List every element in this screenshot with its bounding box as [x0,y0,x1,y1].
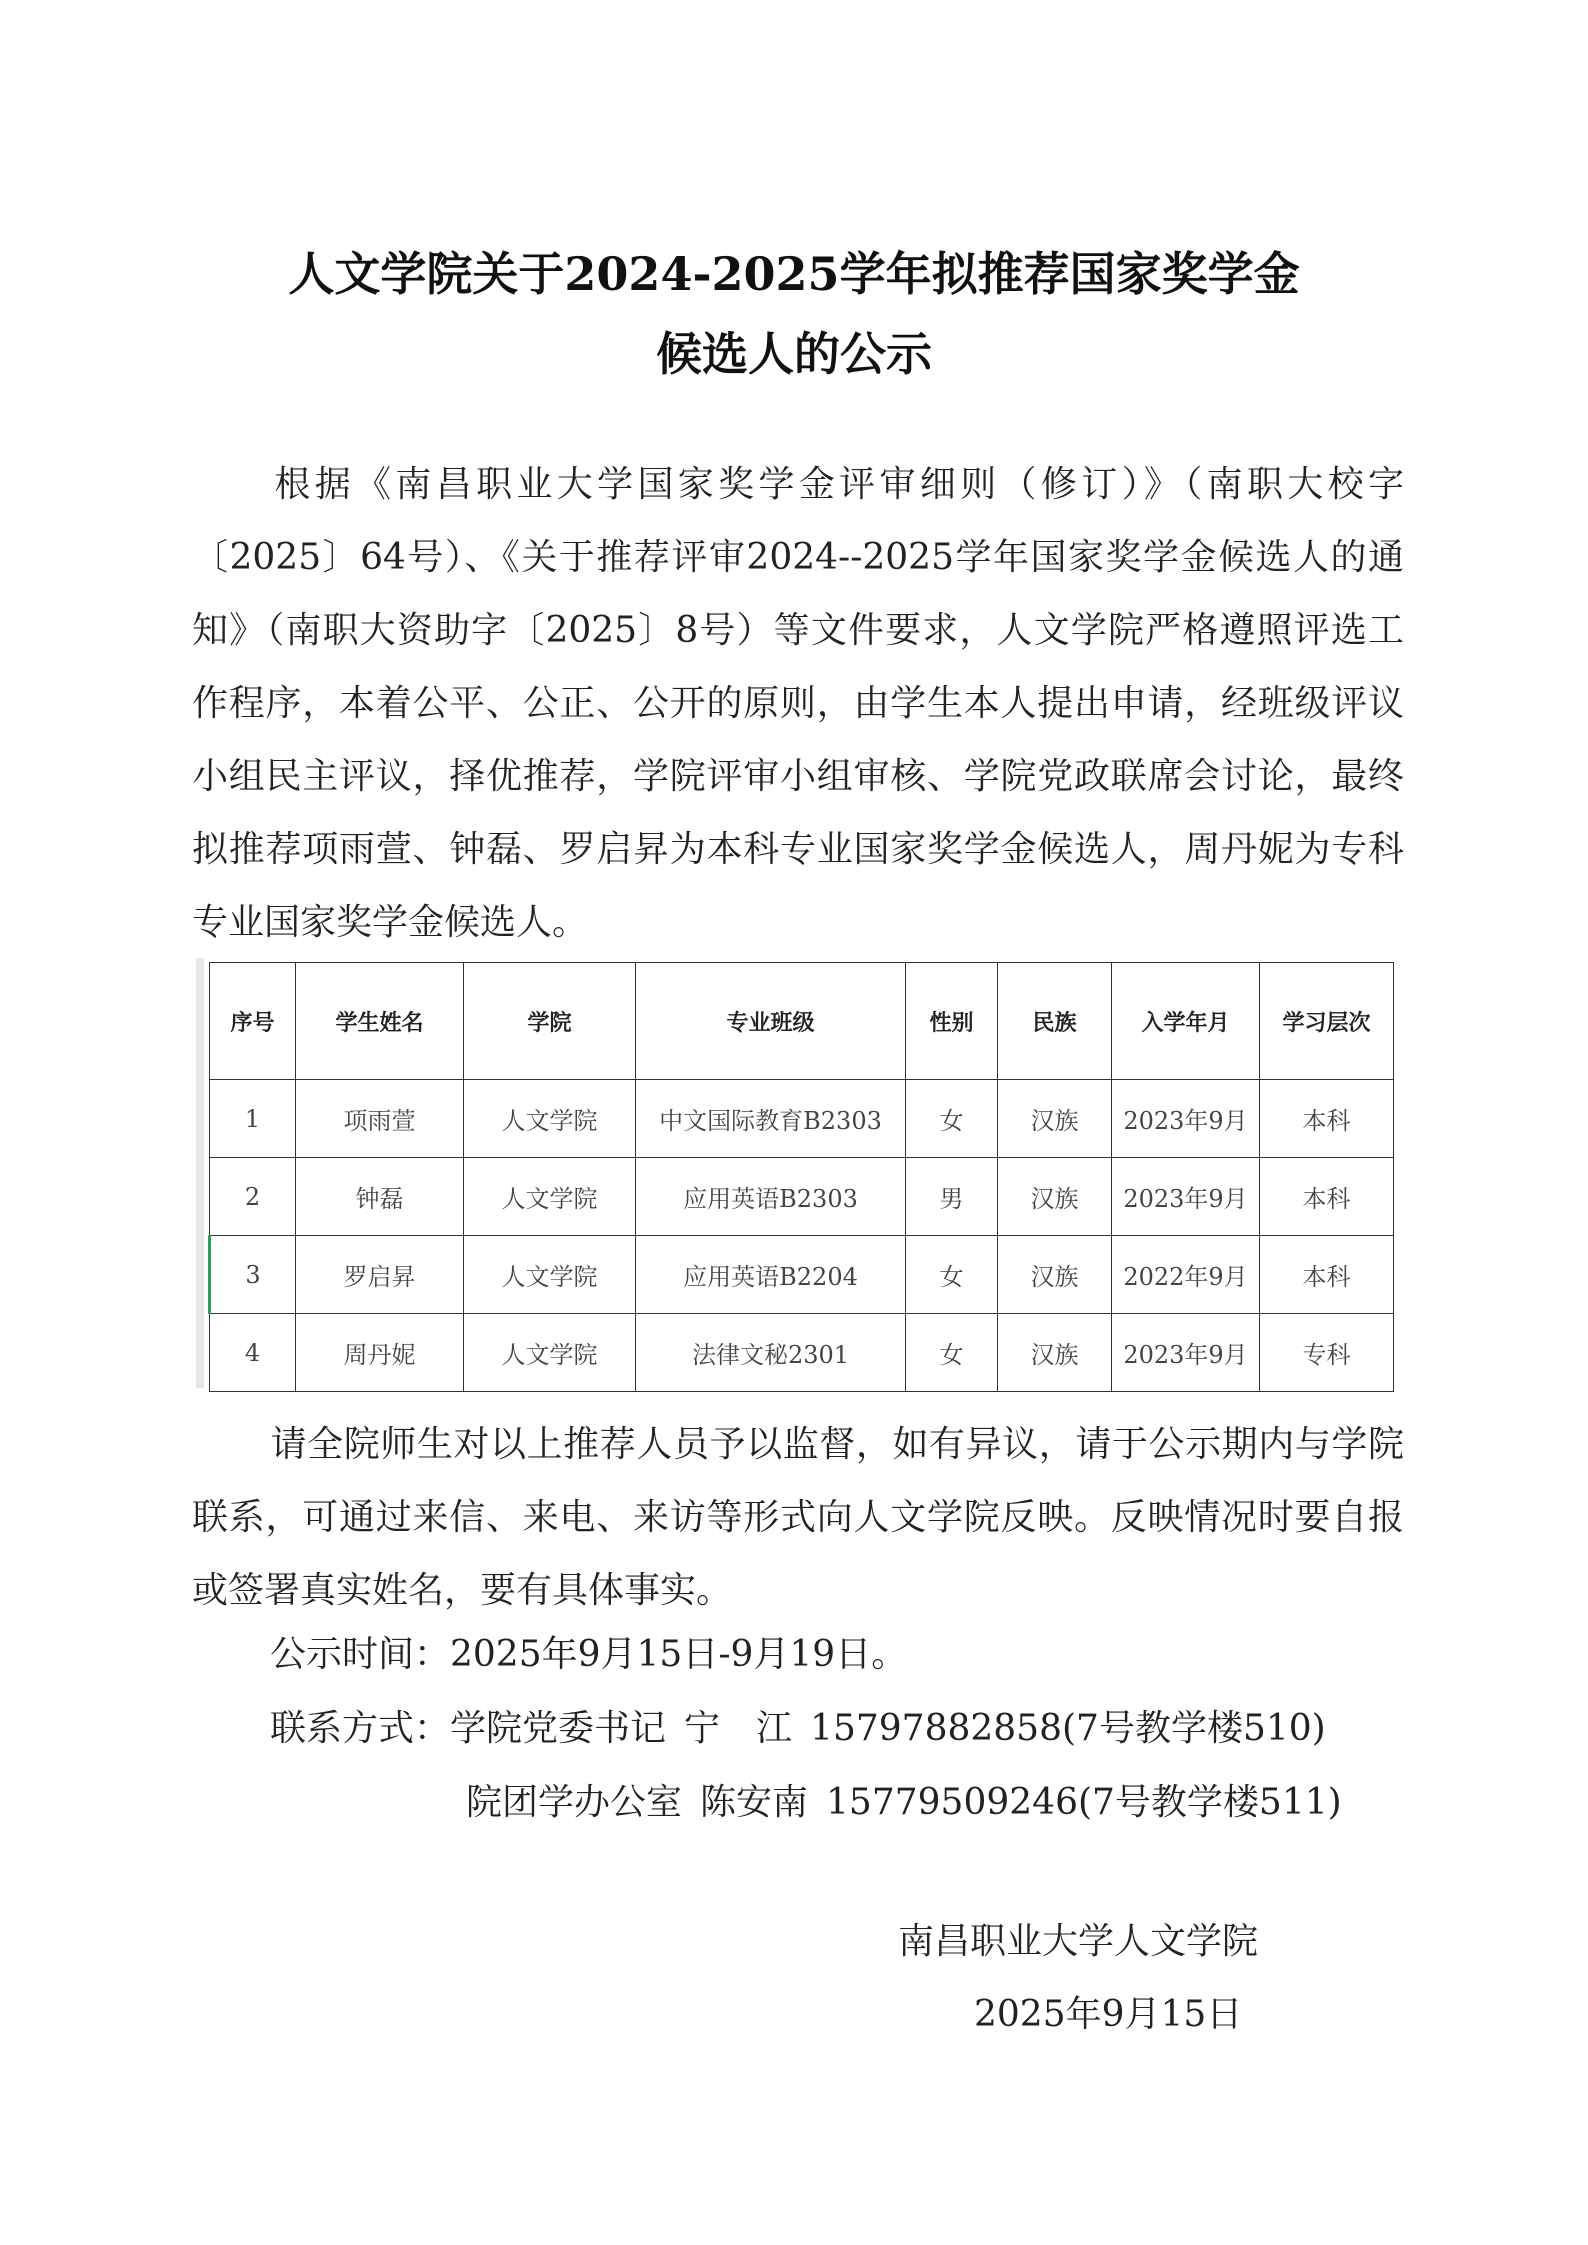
cell-college: 人文学院 [464,1080,636,1158]
cell-class: 中文国际教育B2303 [636,1080,906,1158]
signature-date: 2025年9月15日 [974,1994,1243,2035]
paragraph-1-text: 根据《南昌职业大学国家奖学金评审细则（修订）》（南职大校字〔2025〕64号）、《关于推荐评审2024--2025学年国家奖学金候选人的通知》（南职大资助字〔2025〕8号）等文件要求，人文学院严格遵照评选工作程序，本着公平、公正、公开的原则，由学生本人提出申请，经班级评议小组民主评议，择优推荐，学院评审小组审核、学院党政联席会讨论，最终拟推荐项雨萱、钟磊、罗启昇为本科专业国家奖学金候选人，周丹妮为专科专业国家奖学金候选人。 [192,464,1404,943]
header-name: 学生姓名 [296,963,464,1080]
cell-ethnicity: 汉族 [998,1158,1112,1236]
table-row [210,1158,1394,1236]
cell-gender: 女 [906,1236,998,1314]
contact-role-1: 学院党委书记 [450,1708,667,1749]
table-row [210,1314,1394,1392]
body-paragraph-2 [192,1408,1404,1627]
header-class: 专业班级 [636,963,906,1080]
contact-name-1: 宁 江 [684,1708,793,1749]
cell-college: 人文学院 [464,1236,636,1314]
cell-enroll-date: 2023年9月 [1112,1158,1260,1236]
cell-index: 3 [210,1236,296,1314]
cell-ethnicity: 汉族 [998,1080,1112,1158]
cell-name: 钟磊 [296,1158,464,1236]
header-ethnicity: 民族 [998,963,1112,1080]
cell-enroll-date: 2023年9月 [1112,1080,1260,1158]
cell-college: 人文学院 [464,1158,636,1236]
cell-college: 人文学院 [464,1314,636,1392]
contact-line-2 [466,1778,1342,1828]
header-enroll-date: 入学年月 [1112,963,1260,1080]
cell-name: 罗启昇 [296,1236,464,1314]
paragraph-2-text: 请全院师生对以上推荐人员予以监督，如有异议，请于公示期内与学院联系，可通过来信、来电、来访等形式向人文学院反映。反映情况时要自报或签署真实姓名，要有具体事实。 [192,1424,1404,1611]
document-title-line2: 候选人的公示 [656,327,932,381]
cell-level: 专科 [1260,1314,1394,1392]
contact-line-1 [270,1704,1326,1754]
cell-name: 项雨萱 [296,1080,464,1158]
header-level: 学习层次 [1260,963,1394,1080]
cell-class: 应用英语B2303 [636,1158,906,1236]
cell-index: 4 [210,1314,296,1392]
header-college: 学院 [464,963,636,1080]
header-index: 序号 [210,963,296,1080]
contact-phone-2: 15779509246(7号教学楼511) [826,1782,1342,1823]
candidate-table [208,962,1394,1392]
contact-role-2: 院团学办公室 [466,1782,683,1823]
notice-time: 公示时间：2025年9月15日-9月19日。 [270,1634,908,1675]
table-row [210,1236,1394,1314]
cell-class: 应用英语B2204 [636,1236,906,1314]
cell-gender: 女 [906,1314,998,1392]
cell-ethnicity: 汉族 [998,1314,1112,1392]
cell-level: 本科 [1260,1158,1394,1236]
document-title-line1: 人文学院关于2024-2025学年拟推荐国家奖学金 [288,247,1300,301]
contact-phone-1: 15797882858(7号教学楼510) [810,1708,1326,1749]
cell-index: 2 [210,1158,296,1236]
cell-ethnicity: 汉族 [998,1236,1112,1314]
contact-name-2: 陈安南 [700,1782,809,1823]
cell-level: 本科 [1260,1236,1394,1314]
cell-enroll-date: 2022年9月 [1112,1236,1260,1314]
table-header-row [210,963,1394,1080]
cell-name: 周丹妮 [296,1314,464,1392]
cell-gender: 女 [906,1080,998,1158]
cell-level: 本科 [1260,1080,1394,1158]
table-row [210,1080,1394,1158]
cell-gender: 男 [906,1158,998,1236]
body-paragraph-1 [192,448,1404,959]
table-left-shade [196,958,204,1388]
cell-index: 1 [210,1080,296,1158]
cell-class: 法律文秘2301 [636,1314,906,1392]
contact-label: 联系方式： [270,1708,451,1749]
cell-enroll-date: 2023年9月 [1112,1314,1260,1392]
header-gender: 性别 [906,963,998,1080]
signature-organization: 南昌职业大学人文学院 [898,1921,1259,1962]
